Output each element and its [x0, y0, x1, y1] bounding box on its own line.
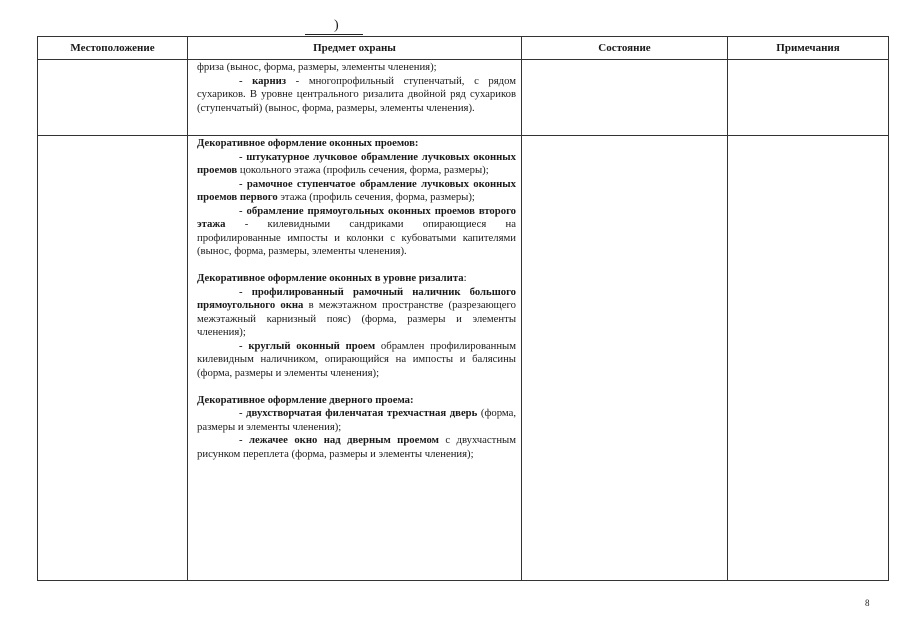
window-item — [197, 178, 516, 205]
condition-cell — [522, 60, 728, 136]
cornice-description: - многопрофильный ступенчатый, с рядом сухариков. В уровне центрального ризалита двойной ряд сухариков (ступенчатый) (вынос, форма, размеры, элементы членения). — [197, 74, 517, 114]
risalit-item — [197, 340, 516, 381]
location-cell — [38, 60, 188, 136]
condition-cell — [522, 136, 728, 581]
window-item-text: - килевидными сандриками опирающиеся на профилированные импосты и колонки с кубоватыми капителями (вынос, форма, размеры, элементы членения). — [197, 218, 516, 257]
cornice-paragraph — [197, 75, 516, 116]
risalit-title-text: Декоративное оформление оконных в уровне ризалита — [197, 272, 464, 284]
column-header-condition: Состояние — [522, 37, 728, 60]
windows-section-title: Декоративное оформление оконных проемов: — [197, 137, 419, 149]
column-header-location: Местоположение — [38, 37, 188, 60]
risalit-item-text: в межэтажном пространстве (разрезающего межэтажный карнизный пояс) (форма, размеры и элементы членения); — [197, 299, 516, 338]
door-item-bold: - лежачее окно над дверным проемом — [239, 434, 439, 446]
table-header-row — [38, 37, 889, 60]
column-header-subject: Предмет охраны — [188, 37, 522, 60]
paragraph-gap — [197, 259, 516, 273]
window-item — [197, 151, 516, 178]
door-item-bold: - двухстворчатая филенчатая трехчастная дверь — [239, 407, 478, 419]
risalit-item-bold: - профилированный рамочный наличник большого прямоугольного окна — [197, 285, 516, 311]
risalit-item-text: обрамлен профилированным килевидным наличником, опирающийся на импосты и балясины (форма, размеры и элементы членения); — [197, 339, 516, 379]
cornice-label: - карниз — [239, 74, 287, 87]
door-item-text: (форма, размеры и элементы членения); — [197, 407, 516, 433]
door-item-text: с двухчастным рисунком переплета (форма, размеры и элементы членения); — [197, 434, 516, 460]
paragraph-gap — [197, 380, 516, 394]
risalit-item-bold: - круглый оконный проем — [239, 339, 376, 352]
location-cell — [38, 136, 188, 581]
window-item-bold: - штукатурное лучковое обрамление лучковых оконных проемов — [197, 150, 516, 176]
notes-cell — [728, 136, 889, 581]
risalit-title-colon: : — [463, 272, 467, 284]
notes-cell — [728, 60, 889, 136]
subject-cell — [188, 136, 522, 581]
risalit-section-title — [197, 272, 516, 286]
window-item-text: цокольного этажа (профиль сечения, форма, размеры); — [237, 164, 489, 176]
header-mark: ) — [334, 18, 339, 33]
door-item — [197, 407, 516, 434]
door-item — [197, 434, 516, 461]
door-section-title: Декоративное оформление дверного проема: — [197, 393, 414, 406]
table-row — [38, 136, 889, 581]
window-item-bold: - обрамление прямоугольных оконных проемов второго этажа — [197, 204, 516, 230]
protection-table — [37, 36, 889, 581]
header-underline — [305, 34, 363, 35]
page-number: 8 — [865, 598, 870, 608]
frieze-text: фриза (вынос, форма, размеры, элементы членения); — [197, 61, 437, 73]
window-item-bold: - рамочное ступенчатое обрамление лучковых оконных проемов первого — [197, 177, 516, 203]
column-header-notes: Примечания — [728, 37, 889, 60]
window-item-text: этажа (профиль сечения, форма, размеры); — [277, 191, 475, 203]
window-item — [197, 205, 516, 259]
table-row — [38, 60, 889, 136]
risalit-item — [197, 286, 516, 340]
subject-cell — [188, 60, 522, 136]
